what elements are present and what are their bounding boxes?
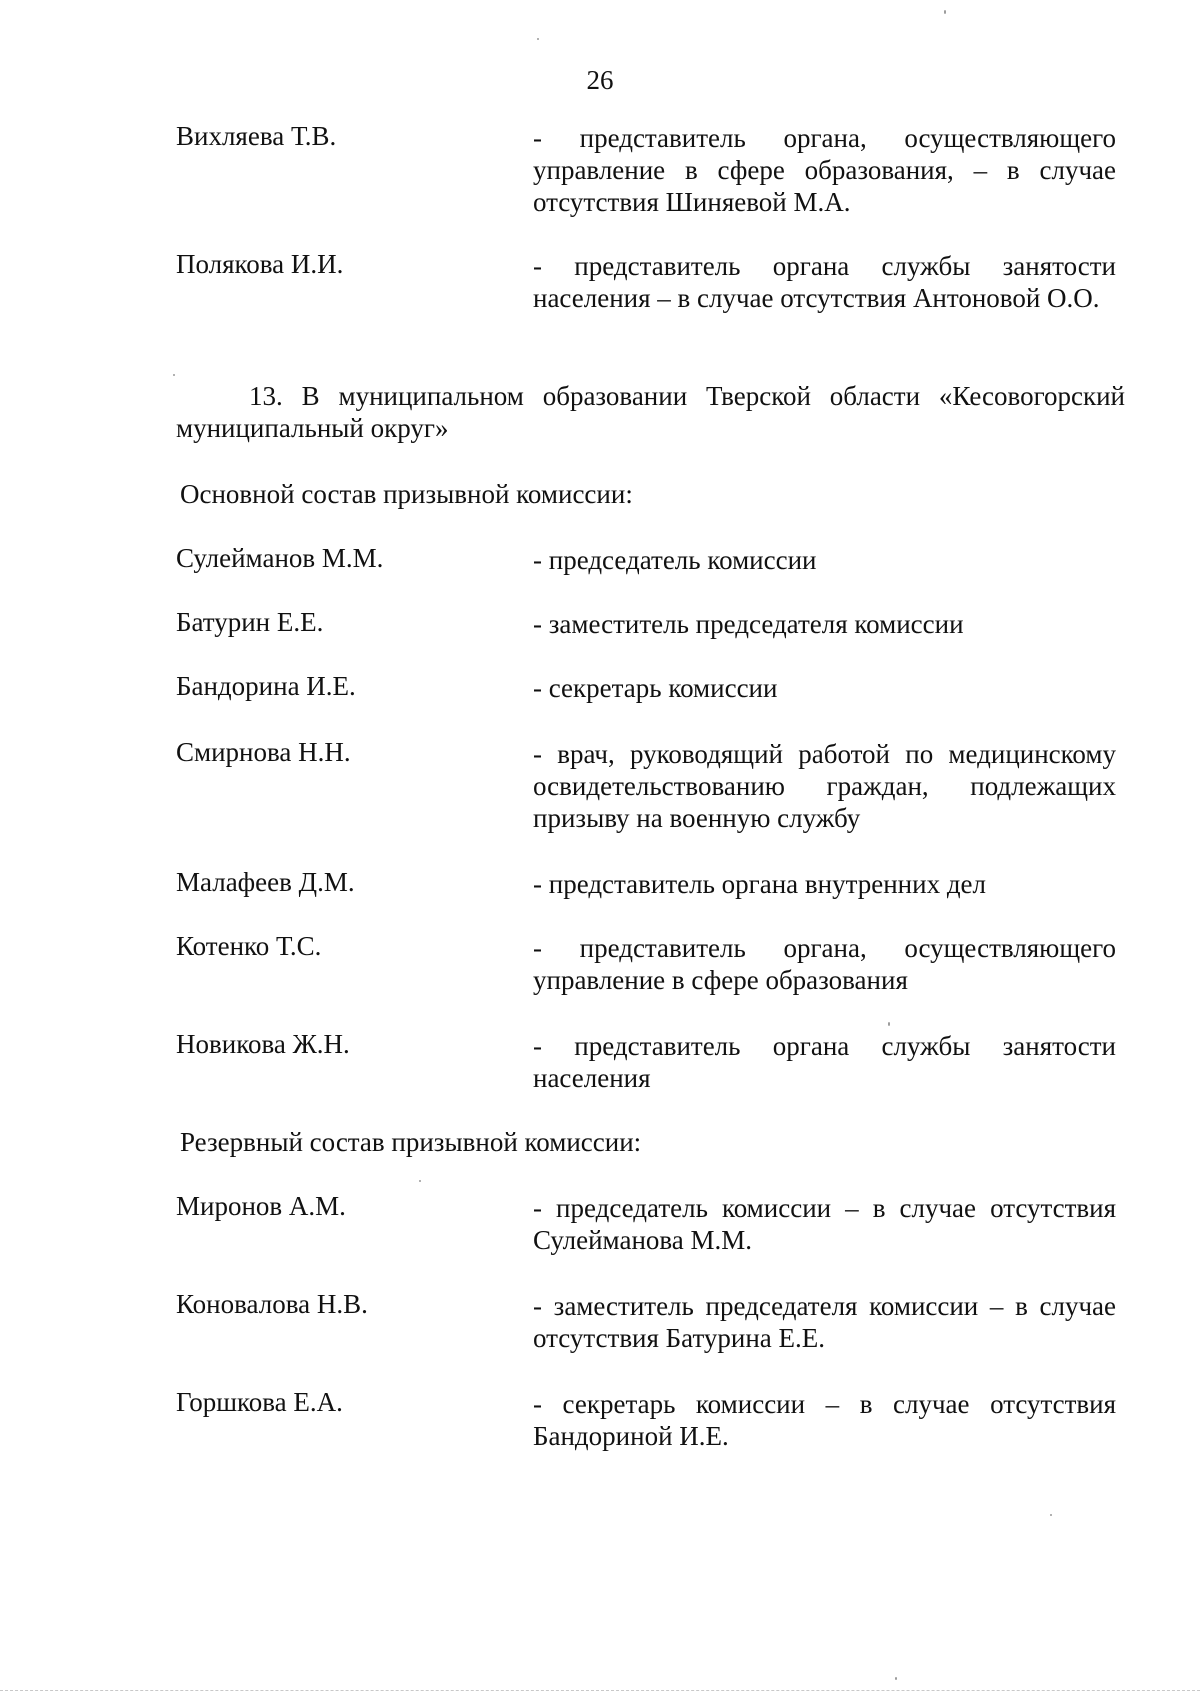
member-entry [176, 670, 1116, 704]
member-name: Котенко Т.С. [176, 931, 322, 961]
member-name: Вихляева Т.В. [176, 121, 337, 151]
member-name: Полякова И.И. [176, 249, 344, 279]
member-role: - секретарь комиссии [533, 673, 778, 703]
member-name: Сулейманов М.М. [176, 543, 384, 573]
member-role: - заместитель председателя комиссии – в случае отсутствия Батурина Е.Е. [533, 1291, 1116, 1353]
scan-speck [888, 1022, 890, 1026]
member-role: - представитель органа, осуществляющего управление в сфере образования [533, 933, 1116, 995]
member-role: - председатель комиссии [533, 545, 817, 575]
member-role: - представитель органа, осуществляющего управление в сфере образования, – в случае отсутствия Шиняевой М.А. [533, 123, 1116, 217]
member-entry [176, 1028, 1116, 1096]
scan-speck [944, 10, 946, 14]
scan-speck [419, 1180, 421, 1182]
section-title: 13. В муниципальном образовании Тверской области «Кесовогорский муниципальный округ» [176, 381, 1125, 443]
reserve-composition-heading: Резервный состав призывной комиссии: [180, 1127, 642, 1157]
scan-speck [173, 374, 175, 376]
member-entry [176, 736, 1116, 836]
member-role: - врач, руководящий работой по медицинскому освидетельствованию граждан, подлежащих призыву на военную службу [533, 739, 1116, 833]
member-entry [176, 248, 1116, 348]
scan-speck [1050, 1514, 1052, 1516]
member-name: Смирнова Н.Н. [176, 737, 351, 767]
member-role: - председатель комиссии – в случае отсутствия Сулейманова М.М. [533, 1193, 1116, 1255]
scan-edge [0, 1690, 1200, 1692]
member-name: Миронов А.М. [176, 1191, 346, 1221]
page-number: 26 [586, 65, 614, 95]
member-entry [176, 1386, 1116, 1454]
member-role: - секретарь комиссии – в случае отсутствия Бандориной И.Е. [533, 1389, 1116, 1451]
member-role: - представитель органа службы занятости населения – в случае отсутствия Антоновой О.О. [533, 251, 1116, 313]
member-name: Батурин Е.Е. [176, 607, 324, 637]
member-name: Малафеев Д.М. [176, 867, 355, 897]
member-name: Новикова Ж.Н. [176, 1029, 350, 1059]
scan-speck [895, 1677, 897, 1680]
member-name: Бандорина И.Е. [176, 671, 356, 701]
member-entry [176, 542, 1116, 576]
member-entry [176, 1288, 1116, 1356]
member-role: - заместитель председателя комиссии [533, 609, 964, 639]
member-name: Горшкова Е.А. [176, 1387, 343, 1417]
member-entry [176, 930, 1116, 998]
member-entry [176, 1190, 1116, 1258]
member-role: - представитель органа внутренних дел [533, 869, 987, 899]
member-entry [176, 120, 1116, 220]
scan-speck [537, 38, 539, 40]
main-composition-heading: Основной состав призывной комиссии: [180, 479, 633, 509]
member-name: Коновалова Н.В. [176, 1289, 368, 1319]
member-entry [176, 606, 1116, 640]
member-entry [176, 866, 1116, 900]
member-role: - представитель органа службы занятости населения [533, 1031, 1116, 1093]
